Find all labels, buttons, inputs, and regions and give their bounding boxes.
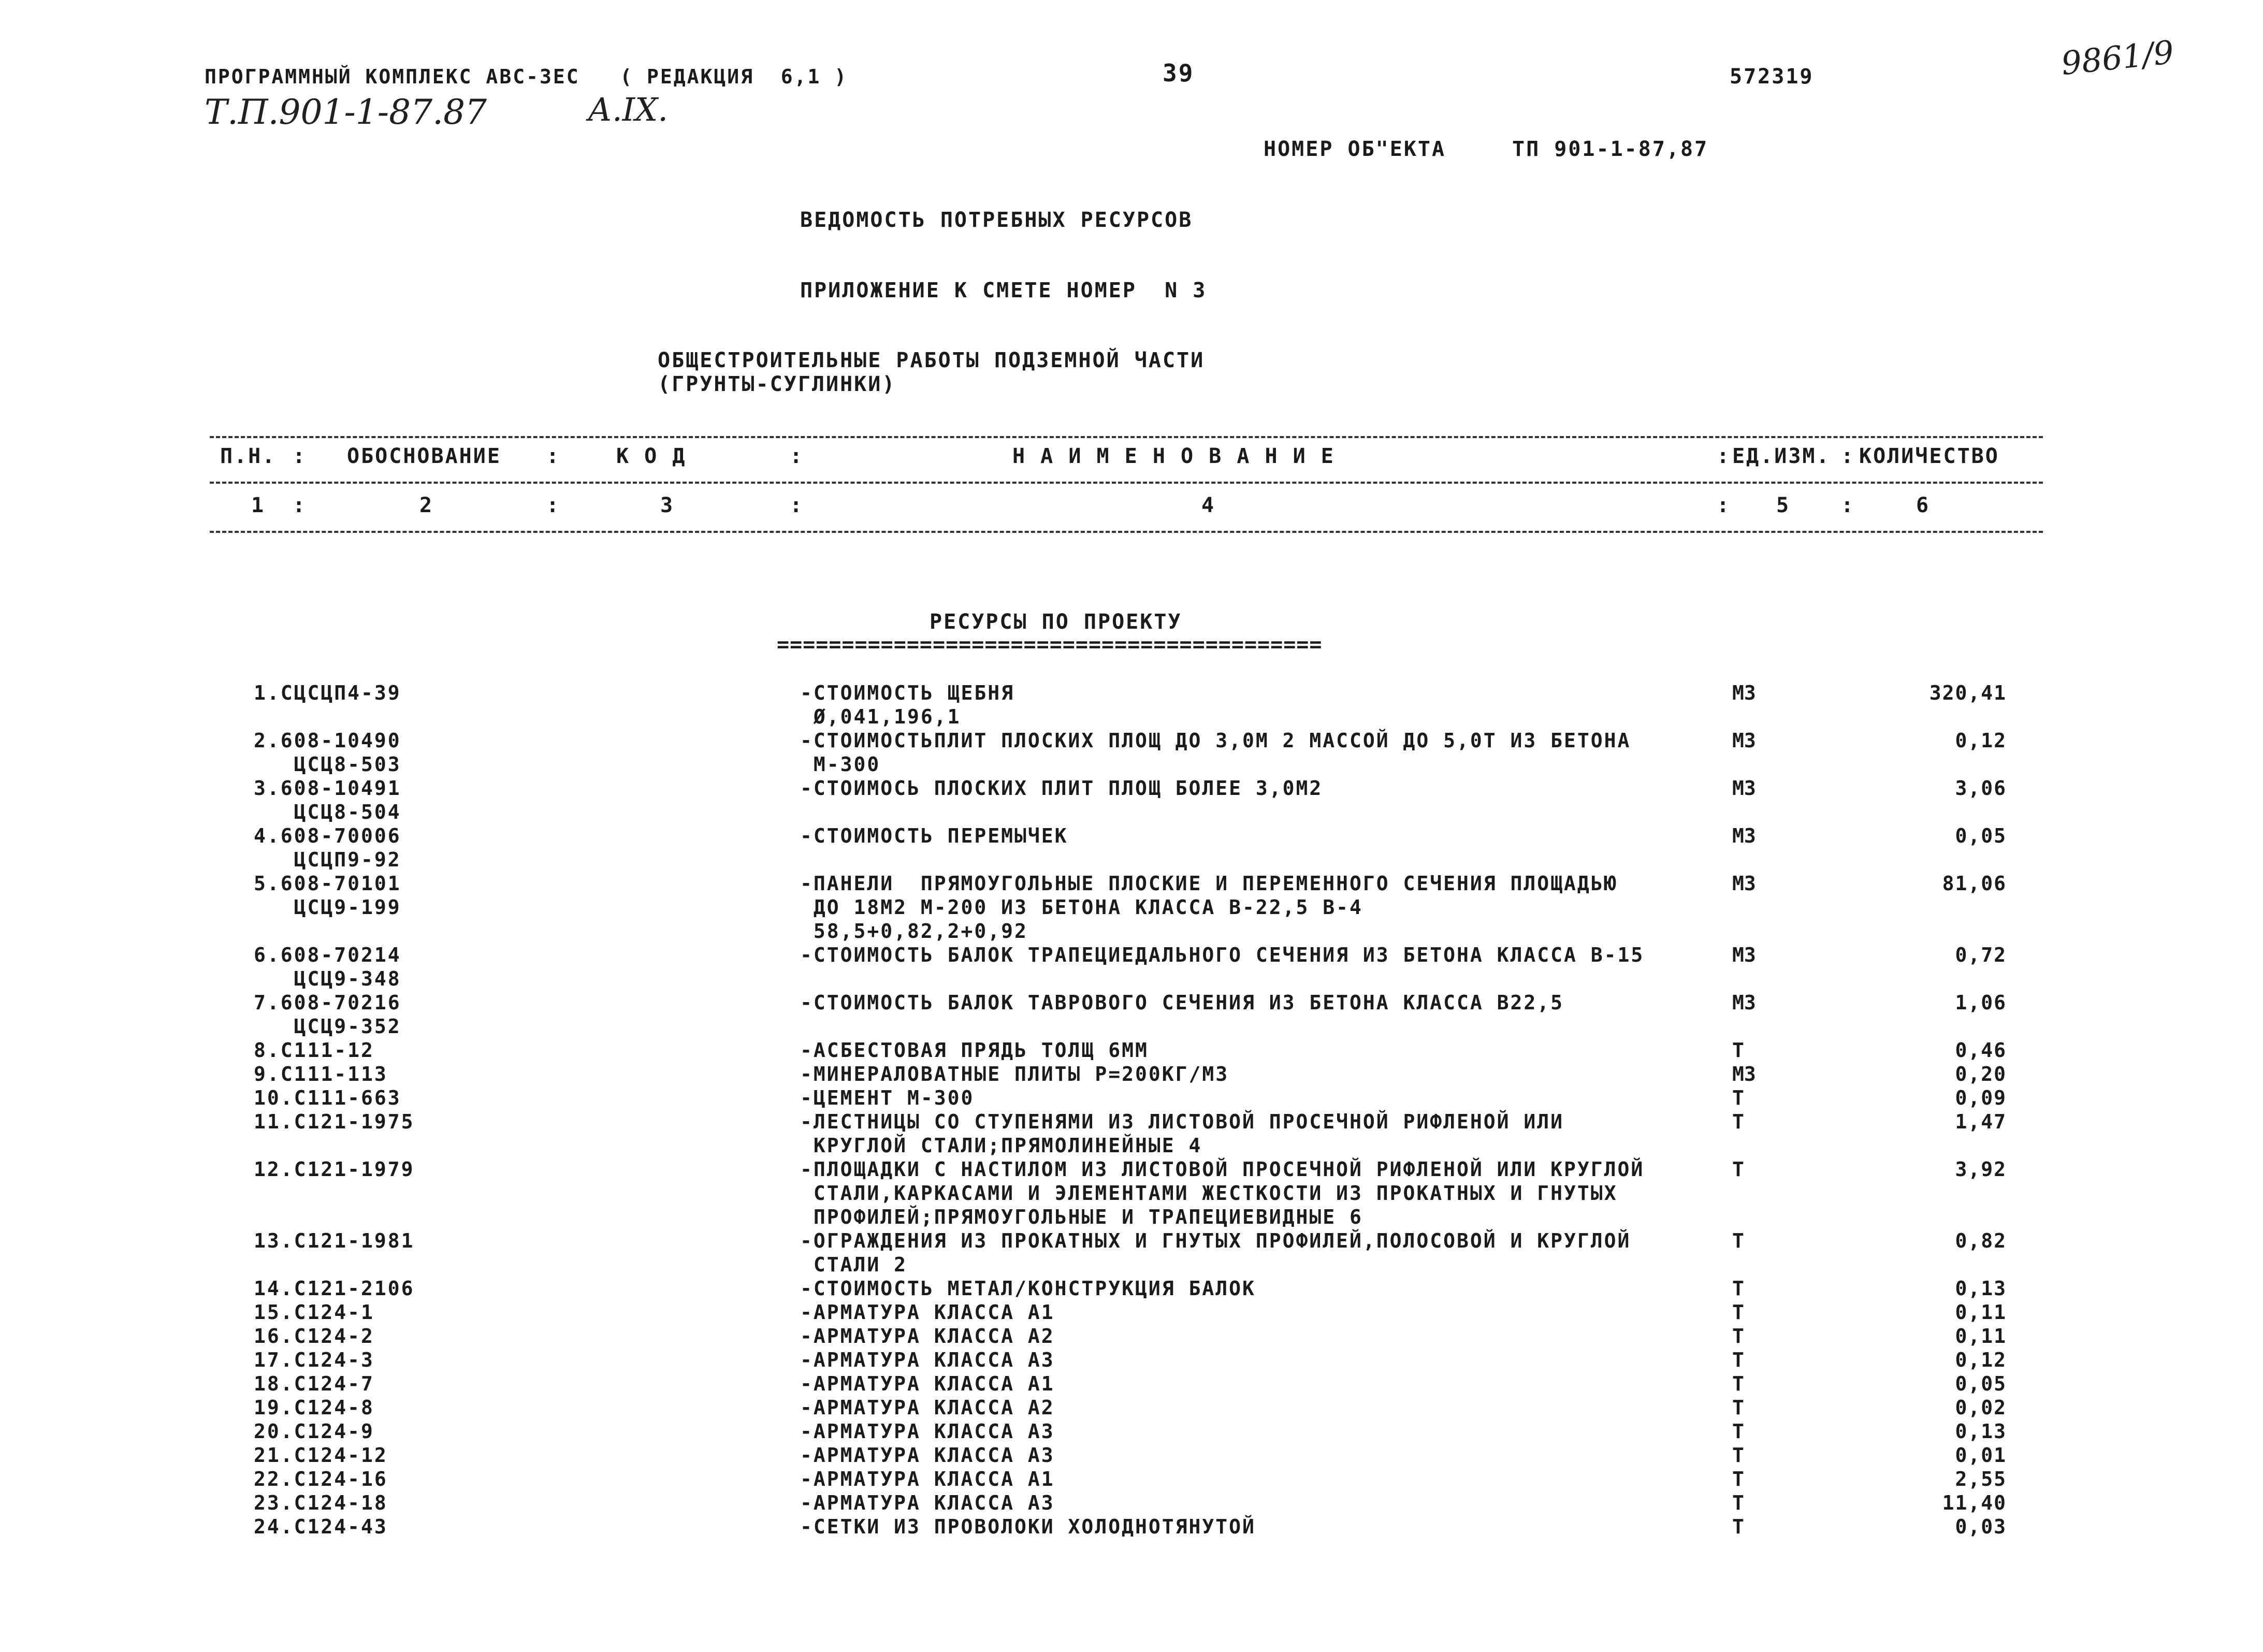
- row-code: 21.С124-12: [254, 1444, 388, 1467]
- row-unit: М3: [1732, 682, 1756, 704]
- row-code: 6.608-70214 ЦСЦ9-348: [254, 944, 401, 990]
- row-code: 13.С121-1981: [254, 1229, 415, 1252]
- works-title-line2: (ГРУНТЫ-СУГЛИНКИ): [658, 372, 896, 396]
- row-quantity: 0,01: [1955, 1444, 2007, 1467]
- col-header-sep-5: :: [1841, 444, 1855, 468]
- col-header-pn: П.Н.: [220, 444, 277, 468]
- row-code: 12.С121-1979: [254, 1158, 415, 1181]
- row-name: -АРМАТУРА КЛАССА А1: [800, 1468, 1055, 1490]
- col-number-6: 6: [1916, 494, 1931, 517]
- row-code: 24.С124-43: [254, 1515, 388, 1538]
- row-quantity: 2,55: [1955, 1468, 2007, 1490]
- row-name: -АРМАТУРА КЛАССА А1: [800, 1301, 1055, 1324]
- row-unit: М3: [1732, 991, 1756, 1014]
- row-name: -АРМАТУРА КЛАССА А2: [800, 1325, 1055, 1347]
- works-title-line1: ОБЩЕСТРОИТЕЛЬНЫЕ РАБОТЫ ПОДЗЕМНОЙ ЧАСТИ: [658, 349, 1205, 372]
- row-code: 14.С121-2106: [254, 1277, 415, 1300]
- handwritten-album: А.IX.: [588, 91, 668, 128]
- col-number-5: 5: [1776, 494, 1791, 517]
- row-quantity: 0,03: [1955, 1515, 2007, 1538]
- row-unit: М3: [1732, 777, 1756, 800]
- program-header: ПРОГРАММНЫЙ КОМПЛЕКС АВС-3ЕС ( РЕДАКЦИЯ 6,1 ): [205, 65, 848, 88]
- col-number-sep-2: :: [546, 494, 561, 517]
- row-code: 8.С111-12: [254, 1039, 374, 1062]
- corner-handwritten-mark: 9861/9: [2059, 33, 2176, 83]
- row-quantity: 0,02: [1955, 1396, 2007, 1419]
- row-quantity: 0,09: [1955, 1086, 2007, 1109]
- row-unit: Т: [1732, 1491, 1744, 1514]
- row-unit: Т: [1732, 1515, 1744, 1538]
- row-code: 11.С121-1975: [254, 1110, 415, 1133]
- col-header-sep-2: :: [546, 444, 561, 468]
- document-code: 572319: [1730, 65, 1814, 89]
- row-name: -ПЛОЩАДКИ С НАСТИЛОМ ИЗ ЛИСТОВОЙ ПРОСЕЧНОЙ РИФЛЕНОЙ ИЛИ КРУГЛОЙ СТАЛИ,КАРКАСАМИ И ЭЛЕМЕНТАМИ ЖЕСТКОСТИ ИЗ ПРОКАТНЫХ И ГНУТЫХ ПРОФИЛЕЙ;ПРЯМОУГОЛЬНЫЕ И ТРАПЕЦИЕВИДНЫЕ 6: [800, 1158, 1645, 1228]
- section-title: РЕСУРСЫ ПО ПРОЕКТУ: [930, 610, 1182, 634]
- row-code: 1.СЦСЦП4-39: [254, 682, 401, 704]
- row-unit: М3: [1732, 729, 1756, 752]
- row-quantity: 1,06: [1955, 991, 2007, 1014]
- row-name: -АРМАТУРА КЛАССА А3: [800, 1349, 1055, 1371]
- row-code: 15.С124-1: [254, 1301, 374, 1324]
- row-unit: Т: [1732, 1039, 1744, 1062]
- row-code: 7.608-70216 ЦСЦ9-352: [254, 991, 401, 1038]
- row-name: -СТОИМОСТЬ ЩЕБНЯ Ø,041,196,1: [800, 682, 1015, 728]
- row-code: 20.С124-9: [254, 1420, 374, 1443]
- row-unit: Т: [1732, 1229, 1744, 1252]
- row-name: -ПАНЕЛИ ПРЯМОУГОЛЬНЫЕ ПЛОСКИЕ И ПЕРЕМЕННОГО СЕЧЕНИЯ ПЛОЩАДЬЮ ДО 18М2 М-200 ИЗ БЕТОНА КЛАССА В-22,5 В-4 58,5+0,82,2+0,92: [800, 872, 1618, 943]
- col-number-3: 3: [660, 494, 675, 517]
- row-unit: Т: [1732, 1396, 1744, 1419]
- col-number-sep-4: :: [1717, 494, 1731, 517]
- row-name: -СТОИМОСТЬ МЕТАЛ/КОНСТРУКЦИЯ БАЛОК: [800, 1277, 1256, 1300]
- row-unit: Т: [1732, 1110, 1744, 1133]
- col-number-sep-5: :: [1841, 494, 1855, 517]
- row-quantity: 0,13: [1955, 1277, 2007, 1300]
- row-name: -СТОИМОСТЬ БАЛОК ТАВРОВОГО СЕЧЕНИЯ ИЗ БЕТОНА КЛАССА В22,5: [800, 991, 1564, 1014]
- row-quantity: 11,40: [1942, 1491, 2007, 1514]
- row-unit: Т: [1732, 1086, 1744, 1109]
- col-number-sep-1: :: [293, 494, 307, 517]
- row-code: 22.С124-16: [254, 1468, 388, 1490]
- object-number-label: НОМЕР ОБ"ЕКТА: [1264, 137, 1446, 161]
- col-header-sep-3: :: [790, 444, 804, 468]
- row-code: 4.608-70006 ЦСЦП9-92: [254, 824, 401, 871]
- row-code: 23.С124-18: [254, 1491, 388, 1514]
- row-unit: М3: [1732, 1063, 1756, 1085]
- row-quantity: 0,05: [1955, 824, 2007, 847]
- row-name: -АРМАТУРА КЛАССА А2: [800, 1396, 1055, 1419]
- row-code: 3.608-10491 ЦСЦ8-504: [254, 777, 401, 823]
- row-name: -АРМАТУРА КЛАССА А3: [800, 1420, 1055, 1443]
- object-number-value: ТП 901-1-87,87: [1512, 137, 1709, 161]
- header-rule-bottom: [210, 531, 2043, 533]
- col-number-2: 2: [419, 494, 434, 517]
- col-header-name: Н А И М Е Н О В А Н И Е: [1012, 444, 1335, 468]
- row-unit: Т: [1732, 1468, 1744, 1490]
- row-code: 9.С111-113: [254, 1063, 388, 1085]
- row-unit: Т: [1732, 1444, 1744, 1467]
- col-header-code: К О Д: [616, 444, 687, 468]
- col-header-justification: ОБОСНОВАНИЕ: [347, 444, 501, 468]
- row-unit: М3: [1732, 824, 1756, 847]
- row-name: -ЦЕМЕНТ М-300: [800, 1086, 975, 1109]
- row-unit: Т: [1732, 1277, 1744, 1300]
- row-quantity: 1,47: [1955, 1110, 2007, 1133]
- col-header-sep-1: :: [293, 444, 307, 468]
- row-quantity: 0,05: [1955, 1372, 2007, 1395]
- row-unit: Т: [1732, 1158, 1744, 1181]
- row-code: 10.С111-663: [254, 1086, 401, 1109]
- row-name: -ЛЕСТНИЦЫ СО СТУПЕНЯМИ ИЗ ЛИСТОВОЙ ПРОСЕЧНОЙ РИФЛЕНОЙ ИЛИ КРУГЛОЙ СТАЛИ;ПРЯМОЛИНЕЙНЫЕ 4: [800, 1110, 1564, 1157]
- document-title: ВЕДОМОСТЬ ПОТРЕБНЫХ РЕСУРСОВ: [800, 208, 1193, 232]
- col-header-sep-4: :: [1717, 444, 1731, 468]
- row-name: -СТОИМОСТЬПЛИТ ПЛОСКИХ ПЛОЩ ДО 3,0М 2 МАССОЙ ДО 5,0Т ИЗ БЕТОНА М-300: [800, 729, 1631, 776]
- col-number-sep-3: :: [790, 494, 804, 517]
- col-header-quantity: КОЛИЧЕСТВО: [1859, 444, 1999, 468]
- row-code: 18.С124-7: [254, 1372, 374, 1395]
- row-name: -АСБЕСТОВАЯ ПРЯДЬ ТОЛЩ 6ММ: [800, 1039, 1149, 1062]
- section-underline: ==========================================: [777, 633, 1323, 657]
- row-unit: Т: [1732, 1372, 1744, 1395]
- row-quantity: 0,11: [1955, 1301, 2007, 1324]
- appendix-title: ПРИЛОЖЕНИЕ К СМЕТЕ НОМЕР N 3: [800, 279, 1207, 302]
- col-number-1: 1: [251, 494, 266, 517]
- row-code: 5.608-70101 ЦСЦ9-199: [254, 872, 401, 919]
- row-unit: М3: [1732, 872, 1756, 895]
- row-name: -МИНЕРАЛОВАТНЫЕ ПЛИТЫ Р=200КГ/М3: [800, 1063, 1229, 1085]
- row-unit: Т: [1732, 1420, 1744, 1443]
- page-number: 39: [1163, 59, 1195, 87]
- row-unit: Т: [1732, 1325, 1744, 1347]
- row-unit: Т: [1732, 1301, 1744, 1324]
- header-rule-mid: [210, 482, 2043, 484]
- row-unit: Т: [1732, 1349, 1744, 1371]
- col-header-unit: ЕД.ИЗМ.: [1732, 444, 1831, 468]
- row-name: -СТОИМОСЬ ПЛОСКИХ ПЛИТ ПЛОЩ БОЛЕЕ 3,0М2: [800, 777, 1323, 800]
- row-quantity: 3,92: [1955, 1158, 2007, 1181]
- row-code: 2.608-10490 ЦСЦ8-503: [254, 729, 401, 776]
- row-code: 17.С124-3: [254, 1349, 374, 1371]
- handwritten-project-number: Т.П.901-1-87.87: [205, 92, 487, 132]
- row-name: -СЕТКИ ИЗ ПРОВОЛОКИ ХОЛОДНОТЯНУТОЙ: [800, 1515, 1256, 1538]
- row-quantity: 0,72: [1955, 944, 2007, 966]
- row-quantity: 0,12: [1955, 729, 2007, 752]
- col-number-4: 4: [1201, 494, 1216, 517]
- row-name: -АРМАТУРА КЛАССА А1: [800, 1372, 1055, 1395]
- row-quantity: 3,06: [1955, 777, 2007, 800]
- row-code: 19.С124-8: [254, 1396, 374, 1419]
- row-quantity: 0,13: [1955, 1420, 2007, 1443]
- row-quantity: 320,41: [1929, 682, 2007, 704]
- row-quantity: 81,06: [1942, 872, 2007, 895]
- row-quantity: 0,82: [1955, 1229, 2007, 1252]
- row-unit: М3: [1732, 944, 1756, 966]
- row-name: -АРМАТУРА КЛАССА А3: [800, 1444, 1055, 1467]
- row-code: 16.С124-2: [254, 1325, 374, 1347]
- row-name: -ОГРАЖДЕНИЯ ИЗ ПРОКАТНЫХ И ГНУТЫХ ПРОФИЛЕЙ,ПОЛОСОВОЙ И КРУГЛОЙ СТАЛИ 2: [800, 1229, 1631, 1276]
- row-quantity: 0,11: [1955, 1325, 2007, 1347]
- row-quantity: 0,12: [1955, 1349, 2007, 1371]
- row-name: -СТОИМОСТЬ ПЕРЕМЫЧЕК: [800, 824, 1068, 847]
- header-rule-top: [210, 436, 2043, 438]
- row-name: -СТОИМОСТЬ БАЛОК ТРАПЕЦИЕДАЛЬНОГО СЕЧЕНИЯ ИЗ БЕТОНА КЛАССА В-15: [800, 944, 1645, 966]
- row-quantity: 0,46: [1955, 1039, 2007, 1062]
- row-quantity: 0,20: [1955, 1063, 2007, 1085]
- row-name: -АРМАТУРА КЛАССА А3: [800, 1491, 1055, 1514]
